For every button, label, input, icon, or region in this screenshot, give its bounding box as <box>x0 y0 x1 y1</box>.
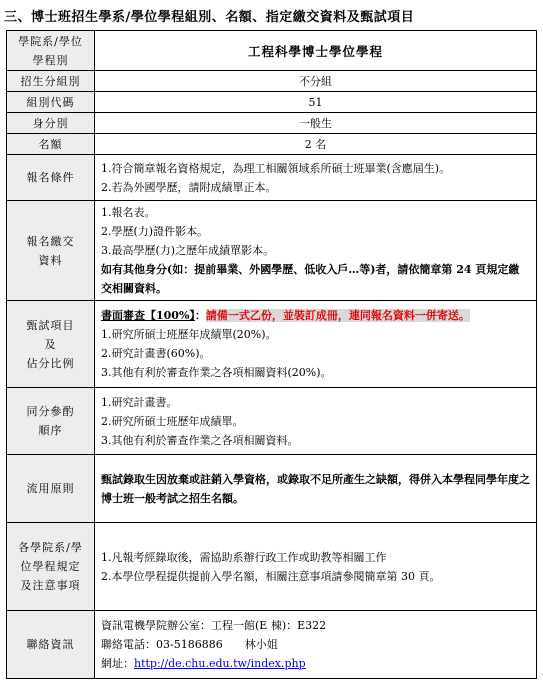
contact-label: 聯絡資訊 <box>7 611 95 679</box>
code-row <box>7 92 537 113</box>
documents-row <box>7 201 537 301</box>
program-label-cell <box>7 31 95 71</box>
notes-label-line1: 各學院系/學 <box>18 541 83 554</box>
documents-label-cell <box>7 201 95 301</box>
requirement-item: 1.符合簡章報名資格規定，為理工相關領域系所碩士班畢業(含應屆生)。 <box>101 161 451 175</box>
tiebreak-item: 3.其他有利於審查作業之各項相關資料。 <box>101 433 299 447</box>
admission-table <box>6 30 537 679</box>
requirements-row <box>7 155 537 201</box>
notes-row <box>7 523 537 611</box>
contact-phone: 聯絡電話：03-5186886 林小姐 <box>101 638 278 651</box>
carryover-label: 流用原則 <box>7 455 95 523</box>
contact-row <box>7 611 537 679</box>
carryover-row <box>7 455 537 523</box>
written-review-colon: ： <box>194 309 206 322</box>
tiebreak-item: 1.研究計畫書。 <box>101 395 178 409</box>
document-item: 3.最高學歷(力)之歷年成績單影本。 <box>101 244 275 257</box>
group-label: 招生分組別 <box>7 71 95 92</box>
identity-label: 身分別 <box>7 113 95 134</box>
exam-content <box>95 301 537 388</box>
program-row <box>7 31 537 71</box>
tiebreak-content <box>95 388 537 455</box>
notes-label-cell <box>7 523 95 611</box>
document-item: 1.報名表。 <box>101 206 156 219</box>
written-review-instruction: 請備一式乙份，並裝訂成冊，連同報名資料一併寄送。 <box>205 309 470 322</box>
quota-value: 2 名 <box>95 134 537 155</box>
exam-row <box>7 301 537 388</box>
exam-item: 2.研究計畫書(60%)。 <box>101 347 211 360</box>
group-value: 不分組 <box>95 71 537 92</box>
documents-content <box>95 201 537 301</box>
requirements-content <box>95 155 537 201</box>
contact-content <box>95 611 537 679</box>
exam-label-line3: 佔分比例 <box>26 356 75 370</box>
website-label: 網址： <box>101 657 134 670</box>
carryover-content <box>95 455 537 523</box>
section-heading: 三、博士班招生學系/學位學程組別、名額、指定繳交資料及甄試項目 <box>4 10 415 25</box>
carryover-text: 甄試錄取生因放棄或註銷入學資格，或錄取不足所產生之缺額，得併入本學程同學年度之博士班一般考試之招生名額。 <box>101 472 530 505</box>
identity-value: 一般生 <box>95 113 537 134</box>
identity-row <box>7 113 537 134</box>
exam-item: 1.研究所碩士班歷年成績單(20%)。 <box>101 328 277 341</box>
tiebreak-item: 2.研究所碩士班歷年成績單。 <box>101 414 244 428</box>
documents-label-line1: 報名繳交 <box>26 234 75 248</box>
code-label: 組別代碼 <box>7 92 95 113</box>
website-link[interactable]: http://de.chu.edu.tw/index.php <box>134 657 306 670</box>
contact-website-line <box>101 654 530 673</box>
requirements-label: 報名條件 <box>7 155 95 201</box>
quota-label: 名額 <box>7 134 95 155</box>
tiebreak-label-cell <box>7 388 95 455</box>
notes-label-line2: 位學程規定 <box>20 560 81 573</box>
requirement-item: 2.若為外國學歷，請附成績單正本。 <box>101 180 277 194</box>
exam-label-cell <box>7 301 95 388</box>
exam-label-line2: 及 <box>44 337 57 351</box>
written-review-title: 書面審查【100%】 <box>101 309 195 322</box>
program-label-line1: 學院系/學位 <box>18 34 83 48</box>
notes-label-line3: 及注意事項 <box>20 579 81 592</box>
notes-content <box>95 523 537 611</box>
exam-label-line1: 甄試項目 <box>26 318 75 332</box>
exam-item: 3.其他有利於審查作業之各項相關資料(20%)。 <box>101 366 332 379</box>
tiebreak-row <box>7 388 537 455</box>
code-value: 51 <box>95 92 537 113</box>
document-item: 2.學歷(力)證件影本。 <box>101 225 209 238</box>
tiebreak-label-line2: 順序 <box>38 424 63 437</box>
documents-label-line2: 資料 <box>38 253 63 267</box>
documents-note: 如有其他身分(如：提前畢業、外國學歷、低收入戶…等)者，請依簡章第 24 頁規定繳交相關資料。 <box>101 263 520 295</box>
quota-row <box>7 134 537 155</box>
tiebreak-label-line1: 同分參酌 <box>26 405 75 418</box>
written-review-line <box>101 306 530 325</box>
contact-office: 資訊電機學院辦公室：工程一館(E 棟)：E322 <box>101 619 327 632</box>
program-name: 工程科學博士學位學程 <box>95 31 537 71</box>
group-row <box>7 71 537 92</box>
program-label-line2: 學程別 <box>32 53 69 67</box>
notes-item: 2.本學位學程提供提前入學名額，相關注意事項請參閱簡章第 30 頁。 <box>101 569 441 583</box>
notes-item: 1.凡報考經錄取後，需協助系辦行政工作或助教等相關工作 <box>101 550 387 564</box>
